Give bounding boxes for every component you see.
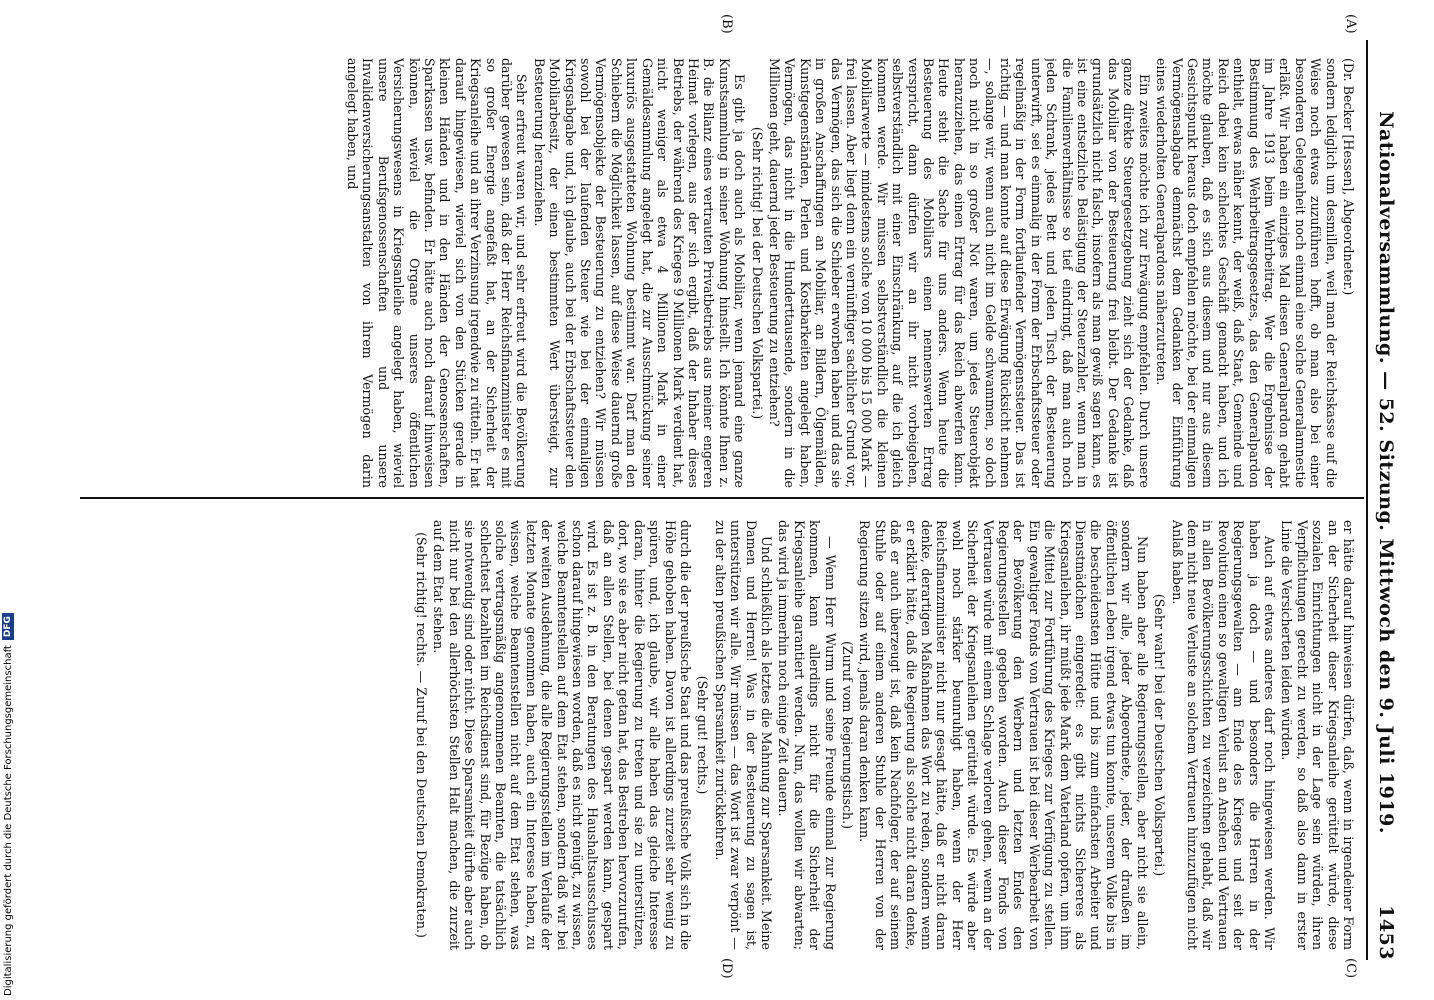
- paragraph: Und schließlich als letztes die Mahnung zur Sparsamkeit. Meine Damen und Herren! Was in der Besteuerung zu sagen ist, unterstützen wir alle. Wir müssen — das Wort ist zwar verpönt — zu der alten preußischen Sparsamkeit zurückkehren.: [712, 520, 774, 950]
- right-column: [74, 520, 1356, 950]
- header-title: Nationalversammlung. — 52. Sitzung. Mittwoch den 9. Juli 1919.: [1375, 111, 1397, 834]
- paragraph: Es gibt ja doch auch als Mobiliar, wenn jemand eine ganze Kunstsammlung in seiner Wohnung hinstellt. Ich könnte Ihnen z. B. die Bilanz eines vertrauten Privatbetriebs aus meiner engeren Heimat vorlegen, aus der sich ergibt, daß der Inhaber dieses Betriebs, der während des Krieges 9 Millionen Mark verdient hat, nicht weniger als etwa 4 Millionen Mark in einer Gemäldesammlung angelegt hat, die zur Ausschmückung seiner luxuriös ausgestatteten Wohnung bestimmt war. Darf man den Schiebern die Möglichkeit lassen, auf diese Weise dauernd große Vermögensobjekte der Besteuerung zu entziehen? Wir müssen sowohl bei der laufenden Steuer wie bei der einmaligen Kriegsabgabe und, ich glaube, auch bei der Erbschaftssteuer den Mobiliarbesitz, der einen bestimmten Wert übersteigt, zur Besteuerung heranziehen.: [531, 58, 748, 488]
- margin-marker-c: (C): [1343, 958, 1358, 979]
- page-number: 1453: [1375, 905, 1397, 960]
- paragraph: — Wenn Herr Wurm und seine Freunde einmal zur Regierung kommen, kann allerdings nicht für die Sicherheit der Kriegsanleihe garantiert werden. Nun, das wollen wir abwarten; das wird ja immerhin noch einige Zeit dauern.: [776, 520, 838, 950]
- left-column: [74, 58, 1356, 488]
- interjection: (Sehr gut! rechts.): [695, 675, 711, 795]
- paragraph: Sehr erfreut waren wir, und sehr erfreut wird die Bevölkerung darüber gewesen sein, daß der Herr Reichsfinanzminister es mit so großer Energie angefaßt hat, an der Sicherheit der Kriegsanleihe und an ihrer Verzinsung irgendwie zu rütteln. Er hat darauf hingewiesen, wieviel sich von den Stücken gerade in kleinen Händen und in den Händen der Genossenschaften, Sparkassen usw. befinden. Er hätte auch noch darauf hinweisen können, wieviel die Organe unseres öffentlichen Versicherungswesens in Kriegsanleihe angelegt haben, wieviel unsere Berufsgenossenschaften und unsere Invalidenversicherungsanstalten von ihrem Vermögen darin angelegt haben, und: [345, 58, 530, 488]
- paragraph: Auch auf etwas anderes darf noch hingewiesen werden. Wir haben ja doch — und besonders die Herren in der Regierungsgewalten — am Ende des Krieges und seit der Revolution einen so gewaltigen Verlust an Ansehen und Vertrauen in allen Bevölkerungsschichten zu verzeichnen gehabt, daß wir dem nicht neue Verluste an solchem Vertrauen hinzuzufügen nicht Anlaß haben.: [1169, 520, 1277, 950]
- interjection: (Sehr wahr! bei der Deutschen Volkspartei.): [1152, 593, 1168, 877]
- interjection: (Zuruf vom Regierungstisch.): [840, 640, 855, 830]
- paragraph: er hätte darauf hinweisen dürfen, daß, wenn in irgendeiner Form an der Sicherheit dieser Kriegsanleihe gerüttelt würde, diese sozialen Einrichtungen nicht in der Lage sein würden, ihren Verpflichtungen gerecht zu werden, so daß also dann in erster Linie die Versicherten leiden würden.: [1279, 520, 1356, 950]
- margin-marker-b: (B): [719, 14, 734, 34]
- page-header: [1372, 40, 1400, 960]
- paragraph: Ein zweites möchte ich zur Erwägung empfehlen. Durch unsere ganze direkte Steuergesetzgebung zieht sich der Gedanke, daß das Mobiliar von der Besteuerung frei bleibt. Der Gedanke ist grundsätzlich nicht falsch, insofern als man gewiß sagen kann, es ist eine entsetzliche Belästigung der Steuerzahler, wenn man in die Familienverhältnisse so tief eindringt, daß man auch noch jeden Schrank, jedes Bett und jeden Tisch der Besteuerung unterwirft, sei es einmalig in der Form der Erbschaftssteuer oder regelmäßig in der Form fortlaufender Vermögenssteuer. Das ist richtig — und man konnte auf diese Erwägung Rücksicht nehmen —, solange wir, wenn auch nicht im Gelde schwammen, so doch noch nicht in so großer Not waren, um jedes Steuerobjekt heranzuziehen, das einen Ertrag für das Reich abwerfen kann. Heute steht die Sache für uns anders. Wenn heute die Besteuerung des Mobiliars einen nennenswerten Ertrag verspricht, dann dürfen wir an ihr nicht vorbeigehen, selbstverständlich mit einer Einschränkung, auf die ich gleich kommen werde. Wir müssen selbstverständlich die kleinen Mobiliarwerte — mindestens solche von 10 000 bis 15 000 Mark — frei lassen. Aber liegt denn ein vernünftiger sachlicher Grund vor, das Vermögen, das sich die Schieber erworben haben und das sie in großen Anschaffungen an Mobiliar, an Bildern, Ölgemälden, Kunstgegenständen, Perlen und Kostbarkeiten angelegt haben, Vermögen, das nicht in die Hunderttausende, sondern in die Millionen geht, dauernd jeder Besteuerung zu entziehen?: [766, 58, 1152, 488]
- digitization-credit: [2, 613, 14, 996]
- paragraph: sondern lediglich um desmillen, weil man der Reichskasse auf die Weise noch etwas zuzuführen hofft, ob man also bei einer besonderen Gelegenheit noch einmal eine solche Generalamnestie erläßt. Wir haben ein einziges Mal diesen Generalpardon gehabt im Jahre 1913 beim Wehrbeitrag. Wer die Ergebnisse der Bestimmung des Wehrbeitragsgesetzes, das den Generalpardon enthielt, etwas näher kennt, der weiß, daß Staat, Gemeinde und Reich dabei kein schlechtes Geschäft gemacht haben, und ich möchte glauben, daß es sich aus diesem und nur aus diesem Gesichtspunkt heraus doch empfehlen möchte, bei der einmaligen Vermögensabgabe demnächst dem Gedanken der Einführung eines wiederholten Generalpardons näherzutreten.: [1154, 58, 1339, 488]
- margin-marker-d: (D): [719, 958, 734, 979]
- paragraph: durch die der preußische Staat und das preußische Volk sich in die Höhe gehoben haben. Davon ist allerdings zurzeit sehr wenig zu spüren, und, ich glaube, wir alle haben das gleiche Interesse daran, hinter die Regierung zu treten und sie zu unterstützen, dort, wo sie es aber nicht getan hat, das Bestreben hervorzurufen, daß an allen Stellen, bei denen gespart werden kann, gespart wird. Es ist z. B. in den Beratungen des Haushaltsausschusses schon darauf hingewiesen worden, daß es nicht genügt, zu wissen, welche Beamtenstellen auf dem Etat stehen, sondern daß wir bei der weiten Ausdehnung, die alle Regierungsstellen im Verlaufe der letzten Monate genommen haben, auch ein Interesse haben, zu wissen, welche Beamtenstellen nicht auf dem Etat stehen, was solche vertragsmäßig angenommenen Beamten, die tatsächlich schlechtest bezahlten im Reichsdienst sind, für Bezüge haben, ob sie notwendig sind oder nicht. Diese Sparsamkeit dürfte aber auch nicht nur bei den allerhöchsten Stellen Halt machen, die zurzeit auf dem Etat stehen.: [431, 520, 693, 950]
- paragraph: Nun haben aber alle Regierungsstellen, aber nicht sie allein, sondern wir alle, jeder Abgeordnete, jeder, der draußen im öffentlichen Leben irgend etwas tun konnte, unserem Volke bis in die bescheidensten Hütte und bis zum einfachsten Arbeiter und Dienstmädchen eingeredet: es gibt nichts Sichereres als Kriegsanleihen, ihr müßt jede Mark dem Vaterland opfern, um ihm die Mittel zur Fortführung des Krieges zur Verfügung zu stellen. Ein gewaltiger Fonds von Vertrauen ist bei dieser Werbearbeit von der Bevölkerung den Werbern und letzten Endes den Regierungsstellen gegeben worden. Auch dieser Fonds von Vertrauen würde mit einem Schlage verloren gehen, wenn an der Sicherheit der Kriegsanleihen gerüttelt würde. Es würde aber wohl noch stärker beunruhigt haben, wenn der Herr Reichsfinanzminister nicht nur gesagt hätte, daß er nicht daran denke, derartigen Maßnahmen das Wort zu reden, sondern wenn er erklärt hätte, daß die Regierung als solche nicht daran denke, daß er auch überzeugt ist, daß kein Nachfolger, der auf seinem Stuhle oder auf einem anderen Stuhle der Herren von der Regierung sitzen wird, jemals daran denken kann.: [857, 520, 1150, 950]
- column-divider: [80, 497, 1364, 499]
- margin-marker-a: (A): [1343, 14, 1358, 34]
- dfg-logo-icon: DFG: [2, 613, 14, 640]
- interjection: (Sehr richtig! rechts. — Zuruf bei den Deutschen Demokraten.): [414, 532, 430, 938]
- interjection: (Sehr richtig! bei der Deutschen Volkspartei.): [749, 126, 765, 420]
- credit-text: Digitalisierung gefördert durch die Deutsche Forschungsgemeinschaft: [2, 645, 14, 996]
- header-rule: [1366, 40, 1368, 960]
- speaker-line: (Dr. Becker [Hessen], Abgeordneter.): [1341, 58, 1356, 296]
